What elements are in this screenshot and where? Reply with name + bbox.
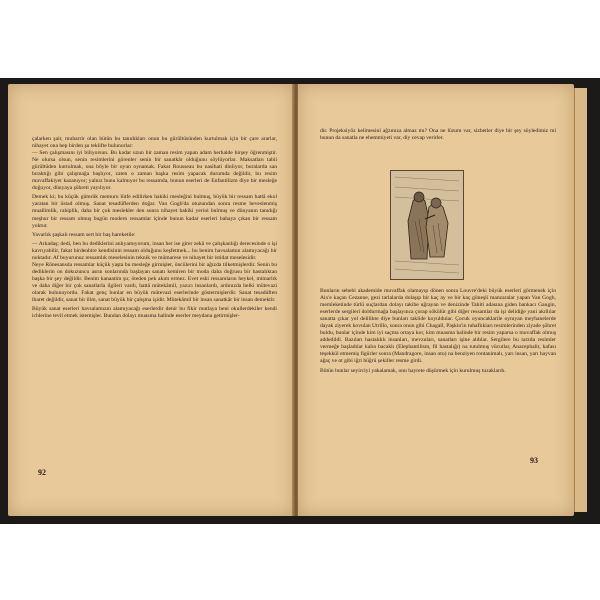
paragraph: dir. Projeksiyöz kelimesini ağzınıza almaz mı? Ona ne lüzum var, sizbetler diye bir şey söyledimiz mi bunun da sanatla ne ehemmiyeti var, diy cevap verirler. xyxy=(320,128,556,142)
paragraph: Bütün bunlar seyirciyi yakalamak, onu hayrete düşürmek için kurulmuş tuzaklardı. xyxy=(320,367,506,374)
paragraph: Bunların sebebi akademide muvaffak olamayıp dönen sonra Louvre'deki büyük eserleri görmenek için Aix'e kaçan Cezanne, gezi tarlalarda dolaşıp bir kaç ay ve bir kaç güneşli manzaralar yapan Van Gogh, memleketinde türlü suçlardan dolayı takibe uğrayan ve denizinde Tahiti adasına giden bankacı Gaugin, eserlerde sergileri doldurmağa başlayınca çorap sökülür gibi diğer ressamlar da işi delidiğe yani akıllılar sanatta çıkar yol delilikte diye bunları taklide koyuldular. Çocuk oyuncaklarile oynıyan meyhanelerde dayak ziyerek kovulan Utrillo, sonra onun gibi Chagall, Paşkin'in tuhaflıkları resimlerinden ziyade şöhret buldu, bunlar içinde kim iyi saçma ortaya kor, kim muasma halinde bir resim yaparsa o muvaffak olmuş addedildi. Bazıları hastalıklı insanları, mevzuları, sanatları işine aldılar. Sergilere bu tarzda resimler vermeğe başladılar kalın bacaklı (Elephantilism, fil hastalığı) na tutulmuş vücutlar, Anacephalit, kafası teşekkül etmemiş figürler sonra (Mandragore, insan otu) na benziyen rontanimalı, yarı insan, yarı hayvan ağaç ve ot gibi iğri büğrü şekiller resme girdi. xyxy=(320,288,556,365)
paragraph: Neye Rönesansda ressamlar küçük yaşta bu mesleğe girmişler, öncülerini bir ağızda tilketmişlerdir. Senin bu dediklerin on dokuzuncu asrın sonlarında başlayan sanatı kemiren bir moda daha doğrusu bir hastalıktan başka bir şey değildir. Benim kanaatim şu; öteden pek akım ermez. Evet eski ressamların heykel, mimarlık ve daha diğer bir çok sanatlarla ilgileri vardı, hattâ mütekâmil, yazıcı insanlardı, ardınızda belki mütevazi olarak bulunuyordu. Fakat genç bunlar en büyük mütevazi eserlerinde göstermişlerdir. Sanat tesadüften ibaret değildir, sanat bir ilim, sanat büyük bir çalışma işidir. Mütekâmil bir insan sanatkâr bir insan demektir. xyxy=(32,261,277,304)
paragraph: — Arkadaş; dedi, ben bu dediklerini anlıyamıyorum, insan her ise girer zekâ ve çalışkanlığı derecesinde o işi kavrıyabilir, fakat birdenbire kendisinin ressam olduğunu keşfetmek... bu benim havsalamın alamıyacağı bir noktadır. Af buyurunuz ressamlık meselesinin teknik ve mümarese ve nihayet bir istidat meselesidir. xyxy=(32,240,277,261)
right-page-top-text xyxy=(320,128,556,142)
left-page-text xyxy=(32,136,277,320)
paragraph: Yavarlık şaşkalı ressam sert bir baş hareketile: xyxy=(32,231,136,238)
right-page-main-text xyxy=(320,288,556,375)
page-number: 92 xyxy=(38,468,46,477)
paragraph: — Sen çalışmasını iyi biliyorsun. Bu kadar uzun bir zaman resim yapan adam herhalde birşey öğrenmiştir. Ne olursa olsun, senin resimlerini görenler senin bir sanatkâr olduğunu söylüyorlar. Maksatları tabii gürültüden kurtulmak, ona böyle bir oyun oynamak. Fakat Rousseau bu nasihati dinliyor, buralarda san bıraktığı gibi çalışmağa başlıyor, zaten o zaman başka resim yapacak durumda değildir, bu resim muvaffakiyet kazanıyor; yalnız bunu kalmıyor bu ressamda, bunun eserleri de Enfantilizm diye bir mesleğe doğuyor, dünyaya şöhreti yayılıyor. xyxy=(32,150,277,192)
paragraph: Büyük sanat eserleri havsalamızın alamıyacağı eserlerdir denir bu fikir mutlaya beni okullerdekiler kendi ichlerine tevil etmek istemişler. Bundan dolayı muasma halinde eserler meydana getirmişler- xyxy=(32,306,277,320)
left-page xyxy=(8,84,294,516)
page-edges xyxy=(574,88,587,512)
open-book xyxy=(0,78,600,524)
two-figures-icon xyxy=(391,171,463,279)
paragraph: Demek ki; bu küçük gümrük memuru lütfe edilirken hakiki mesleğini bulmuş, büyük bir ressam hattâ ekol yaratan bir üstad olmuş. Sanat tesadüflerden doğar. Van Gogh'da otuzundan sonra resme heveslenmiş muallimlik, rahiplik, daha bir çok meslekler den sonra nihayet hakiki yerini bulmuş ve dünyanın tanıdığı meşhur bir ressam olmuş bugün modern ressamlar içinde bunun kadar eserleri bahaya çıkan bir ressam yoktur. xyxy=(32,194,277,229)
right-page xyxy=(298,84,574,516)
page-number: 93 xyxy=(530,456,538,465)
engraving-illustration xyxy=(390,170,464,280)
paragraph: çalarken şair, muharrir olan bütün bu tanıdıkları onun bu gürültüsünden kurtulmak için bir çare ararlar, nihayet ona hep birden şu teklifte bulunurlar: xyxy=(32,136,277,150)
